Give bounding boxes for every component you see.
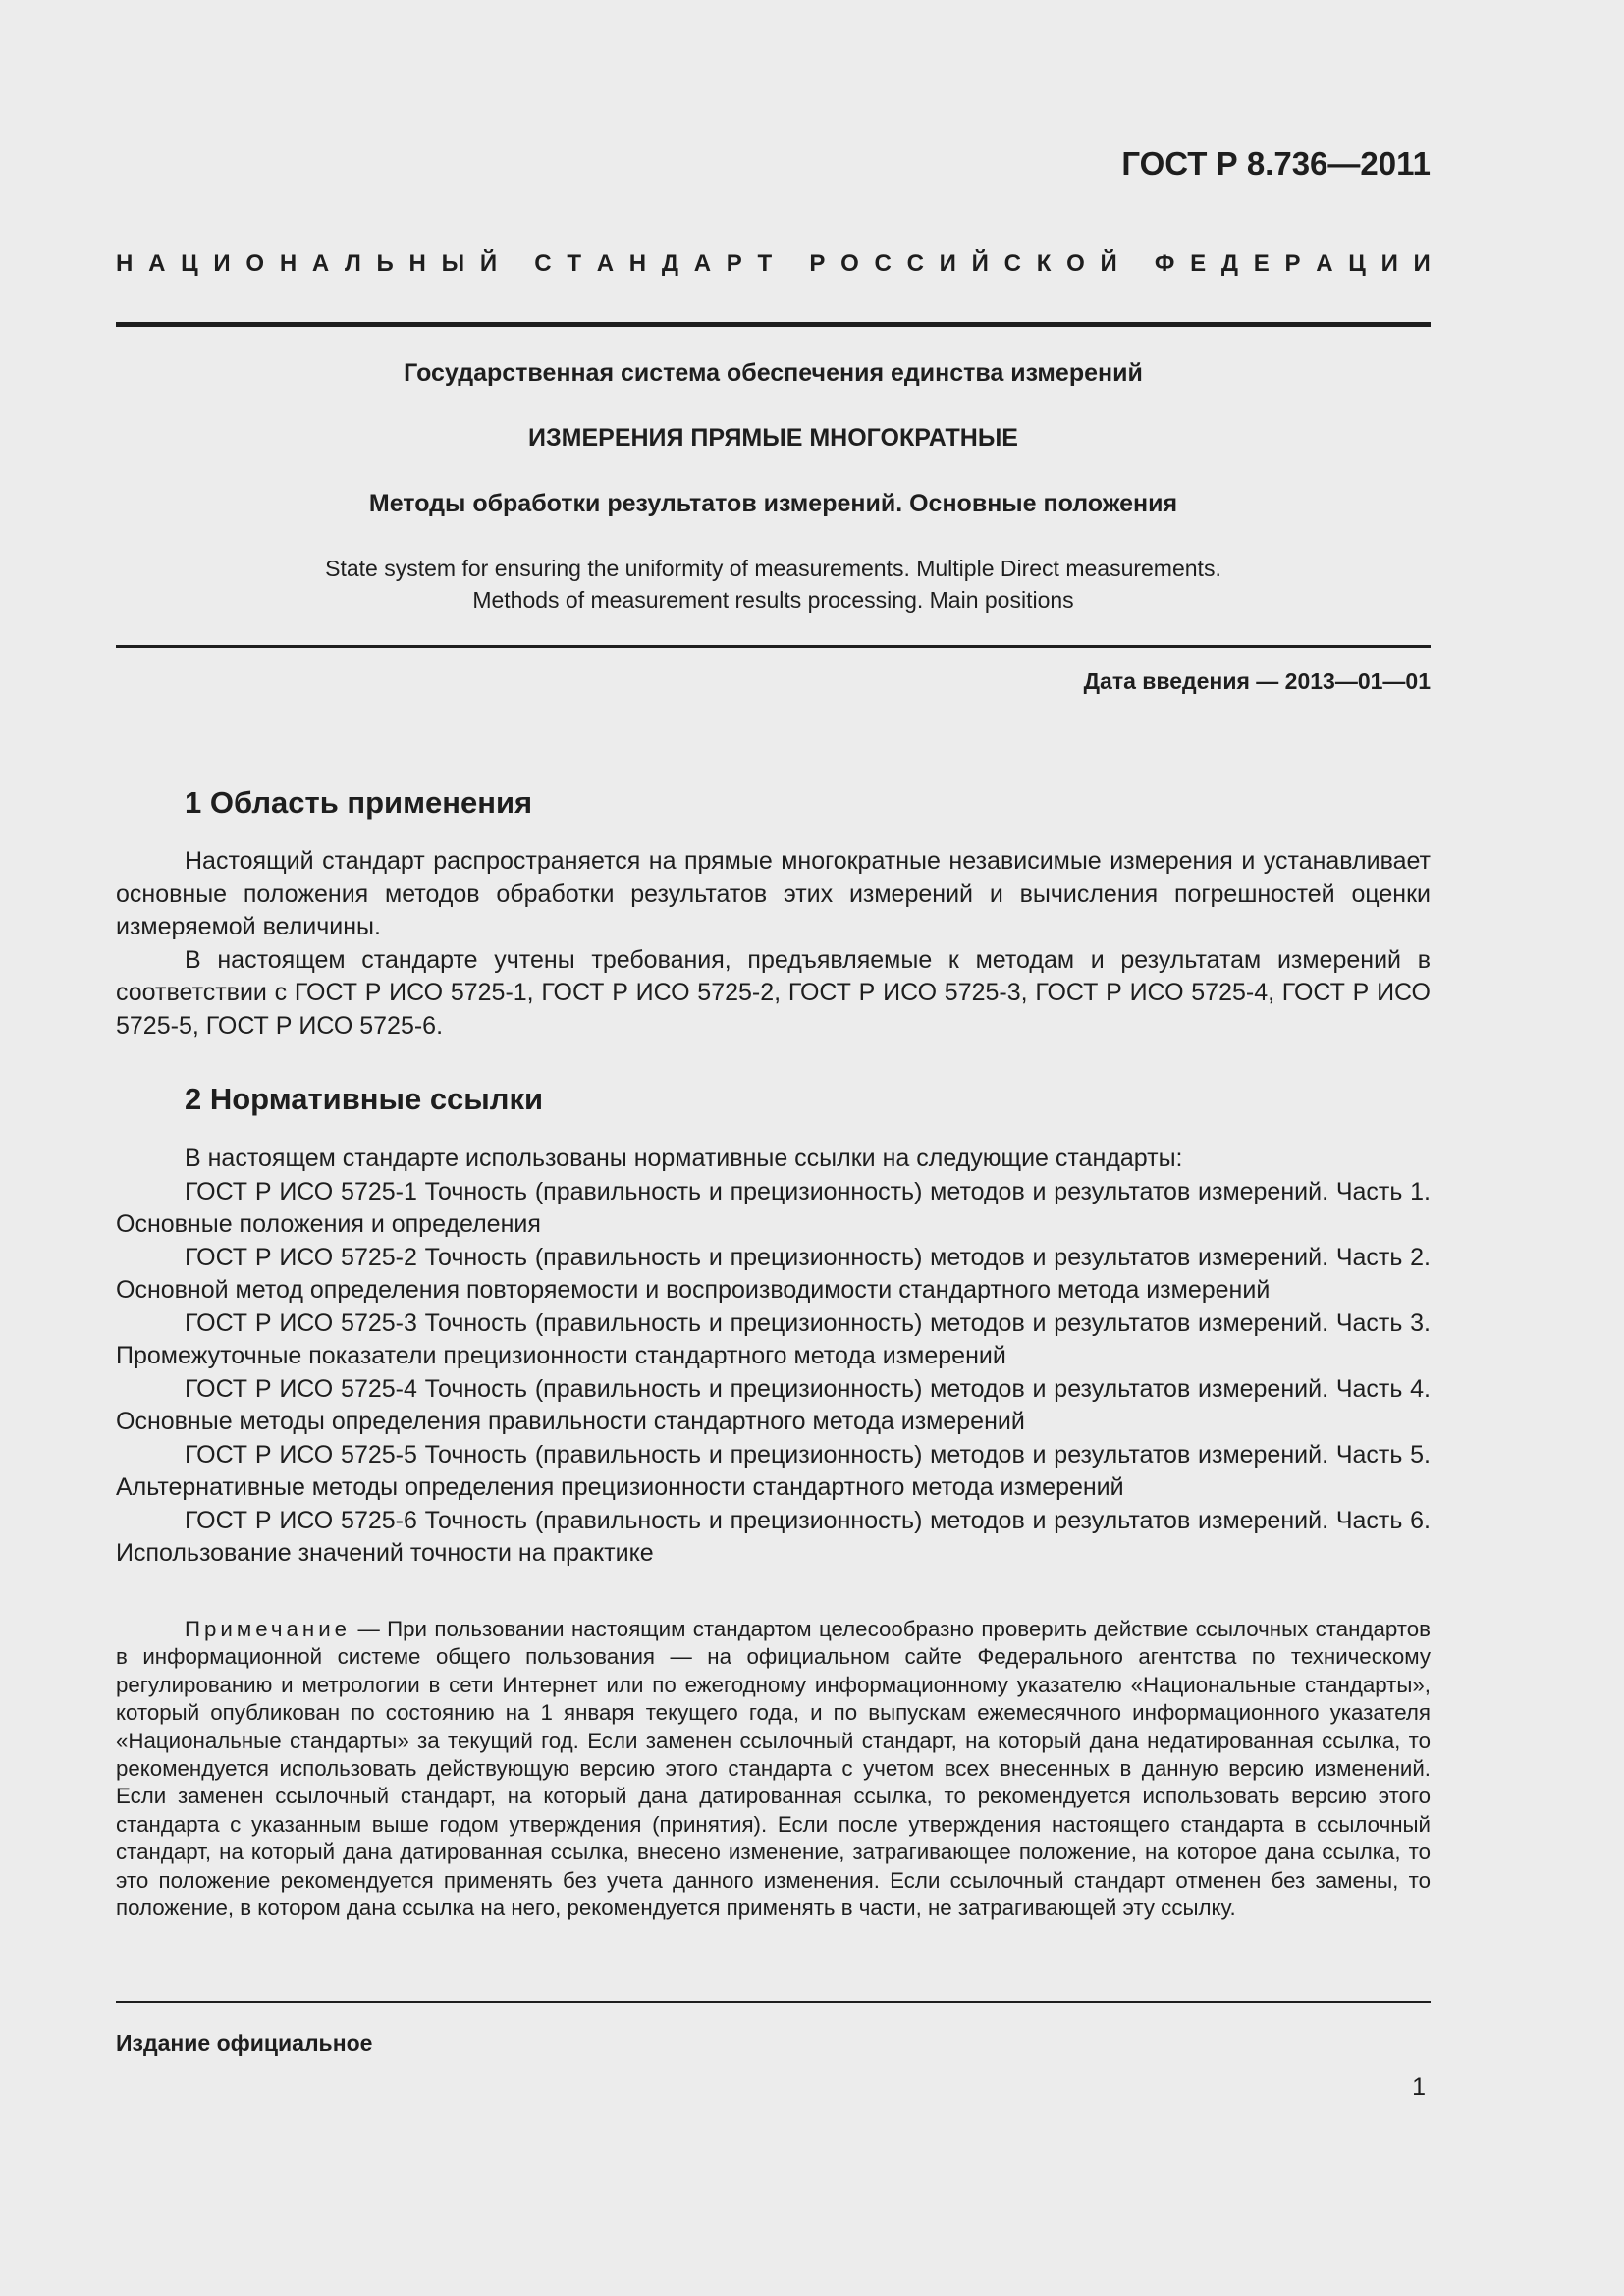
banner-letter: Й [971, 250, 989, 277]
header-rule [116, 322, 1431, 327]
banner-letter: Ф [1154, 250, 1175, 277]
section-2-body [116, 1143, 1431, 1571]
note-text: — При пользовании настоящим стандартом целесообразно проверить действие ссылочных стандартов в информационной системе общего пользования — на официальном сайте Федерального агентства по техническому регулированию и метрологии в сети Интернет или по ежегодному информационному указателю «Национальные стандарты», который опубликован по состоянию на 1 января текущего года, и по выпускам ежемесячного информационного указателя «Национальные стандарты» за текущий год. Если заменен ссылочный стандарт, на который дана недатированная ссылка, то рекомендуется использовать действующую версию этого стандарта с учетом всех внесенных в данную версию изменений. Если заменен ссылочный стандарт, на который дана датированная ссылка, то рекомендуется использовать версию этого стандарта с указанным выше годом утверждения (принятия). Если после утверждения настоящего стандарта в ссылочный стандарт, на который дана датированная ссылка, внесено изменение, затрагивающее положение, на которое дана ссылка, то это положение рекомендуется применять без учета данного изменения. Если ссылочный стандарт отменен без замены, то положение, в котором дана ссылка на него, рекомендуется применять в части, не затрагивающей эту ссылку. [116, 1617, 1431, 1921]
banner-letter: И [939, 250, 956, 277]
banner-letter: К [1036, 250, 1052, 277]
english-title-line-1: State system for ensuring the uniformity of measurements. Multiple Direct measurements. [325, 556, 1221, 581]
english-title-line-2: Methods of measurement results processing. Main positions [472, 587, 1074, 613]
section-2-heading: 2 Нормативные ссылки [185, 1082, 544, 1116]
banner-letter: А [693, 250, 712, 277]
banner-letter: О [1066, 250, 1085, 277]
system-title: Государственная система обеспечения единства измерений [404, 359, 1143, 387]
banner-letter: И [213, 250, 231, 277]
note-label: Примечание [185, 1617, 352, 1641]
section-1-body [116, 845, 1431, 1042]
banner-letter: А [1316, 250, 1333, 277]
banner-letter [787, 250, 794, 278]
note-block [116, 1616, 1431, 1922]
banner-letter: Н [279, 250, 298, 277]
banner-letter: Н [116, 250, 134, 277]
reference-item: ГОСТ Р ИСО 5725-4 Точность (правильность и прецизионность) методов и результатов измерений. Часть 4. Основные методы определения правильности стандартного метода измерений [116, 1374, 1431, 1435]
section-1-paragraph-1: Настоящий стандарт распространяется на прямые многократные независимые измерения и устанавливает основные положения методов обработки результатов этих измерений и вычисления погрешностей оценки измеряемой величины. [116, 847, 1431, 940]
reference-item: ГОСТ Р ИСО 5725-5 Точность (правильность и прецизионность) методов и результатов измерений. Часть 5. Альтернативные методы определения прецизионности стандартного метода измерений [116, 1440, 1431, 1501]
section-1-paragraph-2: В настоящем стандарте учтены требования, предъявляемые к методам и результатам измерений в соответствии с ГОСТ Р ИСО 5725-1, ГОСТ Р ИСО 5725-2, ГОСТ Р ИСО 5725-3, ГОСТ Р ИСО 5725-4, ГОСТ Р ИСО 5725-5, ГОСТ Р ИСО 5725-6. [116, 945, 1431, 1040]
banner-letter: Н [628, 250, 647, 277]
reference-item: ГОСТ Р ИСО 5725-6 Точность (правильность и прецизионность) методов и результатов измерений. Часть 6. Использование значений точности на практике [116, 1506, 1431, 1567]
banner-letter: О [840, 250, 859, 277]
banner-letter: Ы [441, 250, 465, 277]
title-rule [116, 645, 1431, 648]
banner-letter: И [1380, 250, 1398, 277]
banner-letter: Й [1100, 250, 1117, 277]
reference-item: ГОСТ Р ИСО 5725-3 Точность (правильность и прецизионность) методов и результатов измерений. Часть 3. Промежуточные показатели прецизионности стандартного метода измерений [116, 1308, 1431, 1369]
banner-letter: А [311, 250, 330, 277]
main-title: ИЗМЕРЕНИЯ ПРЯМЫЕ МНОГОКРАТНЫЕ [528, 424, 1018, 452]
banner-letter: О [245, 250, 265, 277]
banner-letter: А [148, 250, 166, 277]
banner-letter [513, 250, 519, 278]
subtitle: Методы обработки результатов измерений. Основные положения [368, 490, 1178, 517]
banner-letter: Т [567, 250, 581, 277]
banner-letter: Р [726, 250, 742, 277]
national-standard-banner [116, 250, 1431, 278]
banner-letter: Е [1253, 250, 1270, 277]
banner-letter: А [596, 250, 615, 277]
banner-letter: Е [1190, 250, 1207, 277]
banner-letter: Д [661, 250, 678, 277]
banner-letter: Ц [1348, 250, 1366, 277]
section-2-intro: В настоящем стандарте использованы нормативные ссылки на следующие стандарты: [185, 1145, 1183, 1172]
banner-letter: Л [344, 250, 361, 277]
page-number: 1 [1412, 2073, 1426, 2101]
banner-letter: Т [757, 250, 773, 277]
banner-letter: С [534, 250, 552, 277]
banner-letter: Ь [376, 250, 394, 277]
reference-item: ГОСТ Р ИСО 5725-2 Точность (правильность и прецизионность) методов и результатов измерений. Часть 2. Основной метод определения повторяемости и воспроизводимости стандартного метода измерений [116, 1243, 1431, 1304]
banner-letter: И [1413, 250, 1431, 277]
banner-letter: С [1003, 250, 1021, 277]
banner-letter: Д [1220, 250, 1238, 277]
banner-letter: Н [408, 250, 426, 277]
edition-label: Издание официальное [116, 2030, 373, 2056]
banner-letter: Й [479, 250, 498, 277]
footer-rule [116, 2001, 1431, 2003]
banner-letter: С [906, 250, 924, 277]
introduction-date: Дата введения — 2013—01—01 [1083, 668, 1431, 694]
banner-letter: Ц [181, 250, 198, 277]
reference-item: ГОСТ Р ИСО 5725-1 Точность (правильность и прецизионность) методов и результатов измерений. Часть 1. Основные положения и определения [116, 1177, 1431, 1238]
document-code: ГОСТ Р 8.736—2011 [1121, 145, 1431, 182]
banner-letter [1133, 250, 1140, 278]
english-title [116, 553, 1431, 615]
note-paragraph [116, 1616, 1431, 1922]
banner-letter: Р [1284, 250, 1301, 277]
banner-letter: Р [809, 250, 826, 277]
section-1-heading: 1 Область применения [185, 785, 533, 820]
banner-letter: С [874, 250, 892, 277]
